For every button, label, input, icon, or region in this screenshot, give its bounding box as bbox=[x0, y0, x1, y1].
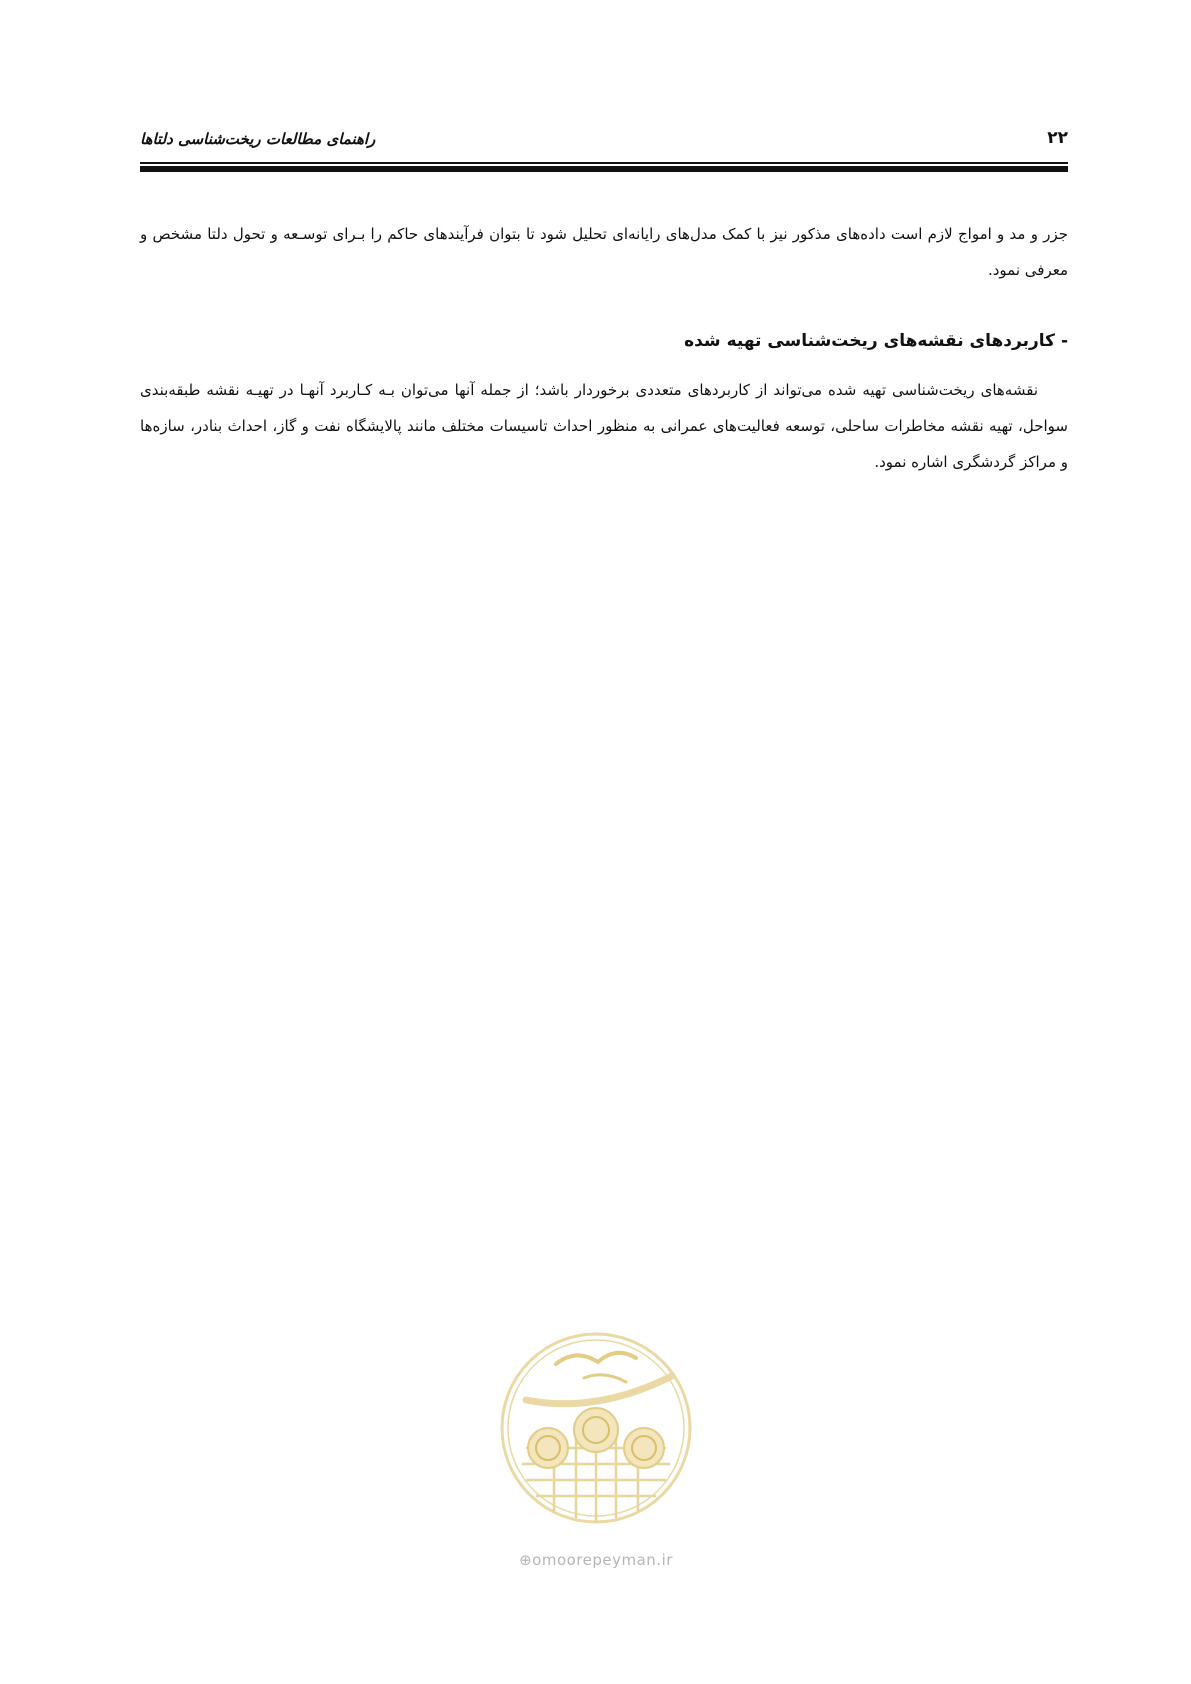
watermark-url bbox=[486, 1551, 706, 1569]
page-header bbox=[140, 128, 1068, 154]
section-heading: - کاربردهای نقشه‌های ریخت‌شناسی تهیه شده bbox=[684, 331, 1068, 351]
watermark-logo-icon bbox=[486, 1318, 706, 1548]
body-paragraph-2: نقشه‌های ریخت‌شناسی تهیه شده می‌تواند از کاربردهای متعددی برخوردار باشد؛ از جمله آنها می‌توان بـه کـاربرد آنهـا در تهیـه نقشه طبقه‌بندی سواحل، تهیه نقشه مخاطرات ساحلی، توسعه فعالیت‌های عمرانی به منظور احداث تاسیسات مختلف مانند پالایشگاه نفت و گاز، احداث بنادر، سازه‌ها و مراکز گردشگری اشاره نمود. bbox=[140, 381, 1068, 471]
page-number: ۲۲ bbox=[1047, 128, 1068, 148]
header-rule-thick bbox=[140, 166, 1068, 172]
body-paragraph-1: جزر و مد و امواج لازم است داده‌های مذکور نیز با کمک مدل‌های رایانه‌ای تحلیل شود تا بتوان فرآیندهای حاکم را بـرای توسـعه و تحول دلتا مشخص و معرفی نمود. bbox=[140, 225, 1068, 279]
watermark-logo bbox=[486, 1318, 706, 1578]
watermark-url-text: omoorepeyman.ir bbox=[532, 1551, 673, 1569]
globe-icon: ⊕ bbox=[519, 1551, 533, 1569]
header-rule-thin bbox=[140, 162, 1068, 164]
running-title: راهنمای مطالعات ریخت‌شناسی دلتاها bbox=[140, 130, 376, 148]
